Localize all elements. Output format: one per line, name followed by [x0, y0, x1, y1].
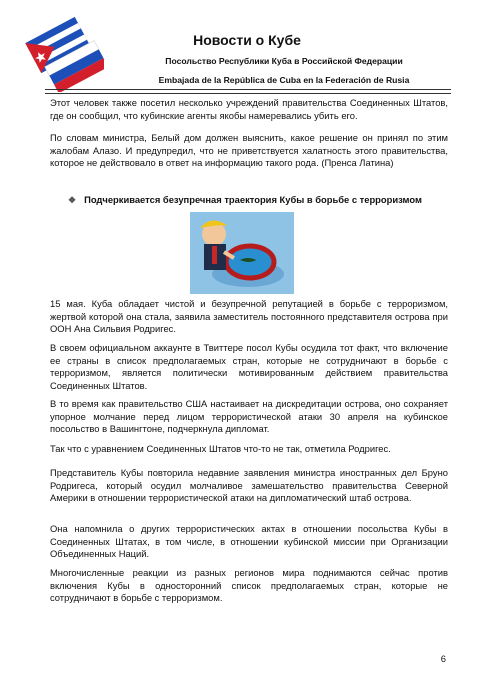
section-heading [68, 194, 422, 206]
paragraph: Представитель Кубы повторила недавние заявления министра иностранных дел Бруно Родригеса, который осудил молчаливое замешательство правительства Северной Америки в отношении террористической атаки на дипломатический штаб острова. [50, 467, 448, 504]
paragraph: В своем официальном аккаунте в Твиттере посол Кубы осудила тот факт, что включение ее страны в список предполагаемых стран, которые не сотрудничают в борьбе с терроризмом, является политически мотивированным действием правительства Соединенных Штатов. [50, 342, 448, 391]
paragraph: Этот человек также посетил несколько учреждений правительства Соединенных Штатов, где он сообщил, что кубинские агенты якобы намеревались убить его. [50, 97, 448, 121]
page-title: Новости о Кубе [193, 32, 301, 48]
flags-logo-icon [24, 12, 104, 92]
paragraph: 15 мая. Куба обладает чистой и безупречной репутацией в борьбе с терроризмом, жертвой которой она стала, заявила заместитель постоянного представителя острова при ООН Ана Сильвия Родригес. [50, 298, 448, 335]
header-divider [45, 89, 451, 90]
section-heading-text: Подчеркивается безупречная траектория Кубы в борьбе с терроризмом [84, 194, 422, 205]
diamond-bullet-icon: ❖ [68, 195, 77, 205]
paragraph: Так что с уравнением Соединенных Штатов что-то не так, отметила Родригес. [50, 443, 391, 454]
cartoon-illustration [190, 212, 294, 294]
embassy-name-ru: Посольство Республики Куба в Российской Федерации [165, 56, 403, 66]
page-number: 6 [440, 653, 446, 664]
paragraph: По словам министра, Белый дом должен выяснить, какое решение он принял по этим жалобам Алазо. И предупредил, что не приветствуется халатность этого правительства, которое не действовало в ответ на информацию такого рода. (Пренса Латина) [50, 132, 448, 169]
paragraph: В то время как правительство США настаивает на дискредитации острова, оно сохраняет упорное молчание перед лицом террористической атаки 30 апреля на кубинское посольство в Вашингтоне, подчеркнула дипломат. [50, 398, 448, 435]
embassy-name-es: Embajada de la República de Cuba en la Federación de Rusia [158, 75, 410, 85]
header-divider [45, 93, 451, 94]
paragraph: Многочисленные реакции из разных регионов мира поднимаются сейчас против включения Кубы в односторонний список предполагаемых стран, которые не сотрудничают в борьбе с терроризмом. [50, 567, 448, 604]
paragraph: Она напомнила о других террористических актах в отношении посольства Кубы в Соединенных Штатах, в том числе, в отношении кубинской миссии при Организации Объединенных Наций. [50, 523, 448, 560]
